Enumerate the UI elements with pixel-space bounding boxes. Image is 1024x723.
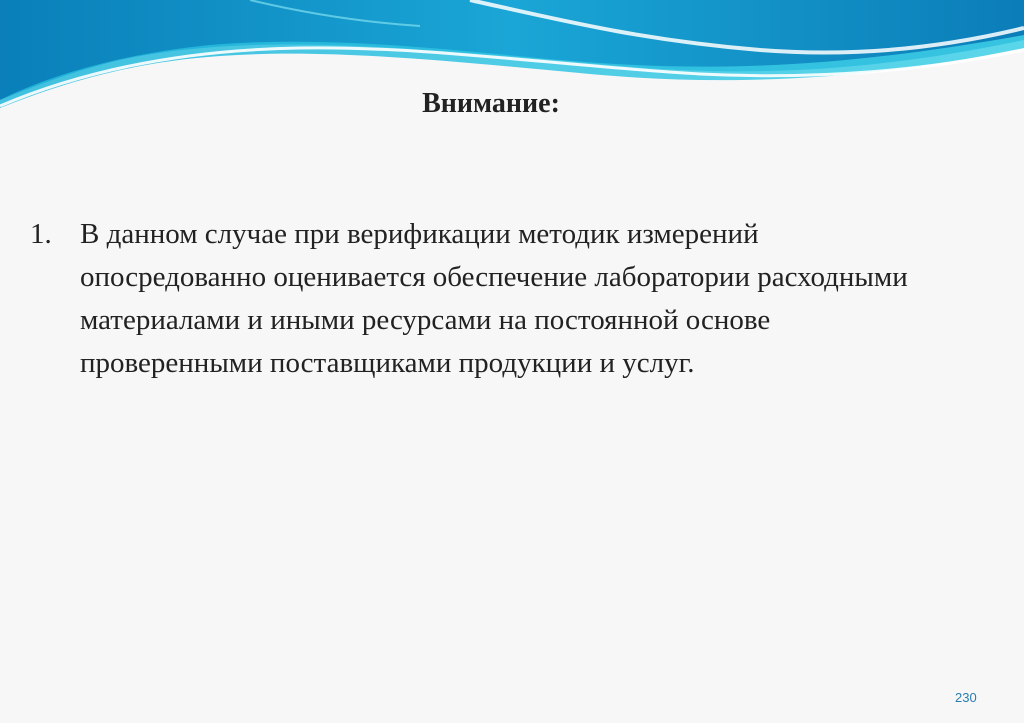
list-item-number: 1. bbox=[30, 218, 52, 250]
slide-title: Внимание: bbox=[422, 88, 560, 119]
numbered-list bbox=[30, 213, 910, 385]
list-item-text: В данном случае при верификации методик измерений опосредованно оценивается обеспечение лаборатории расходными материалами и иными ресурсами на постоянной основе проверенными поставщиками продукции и услуг. bbox=[80, 218, 908, 379]
list-item bbox=[30, 213, 910, 385]
page-number: 230 bbox=[955, 690, 977, 705]
